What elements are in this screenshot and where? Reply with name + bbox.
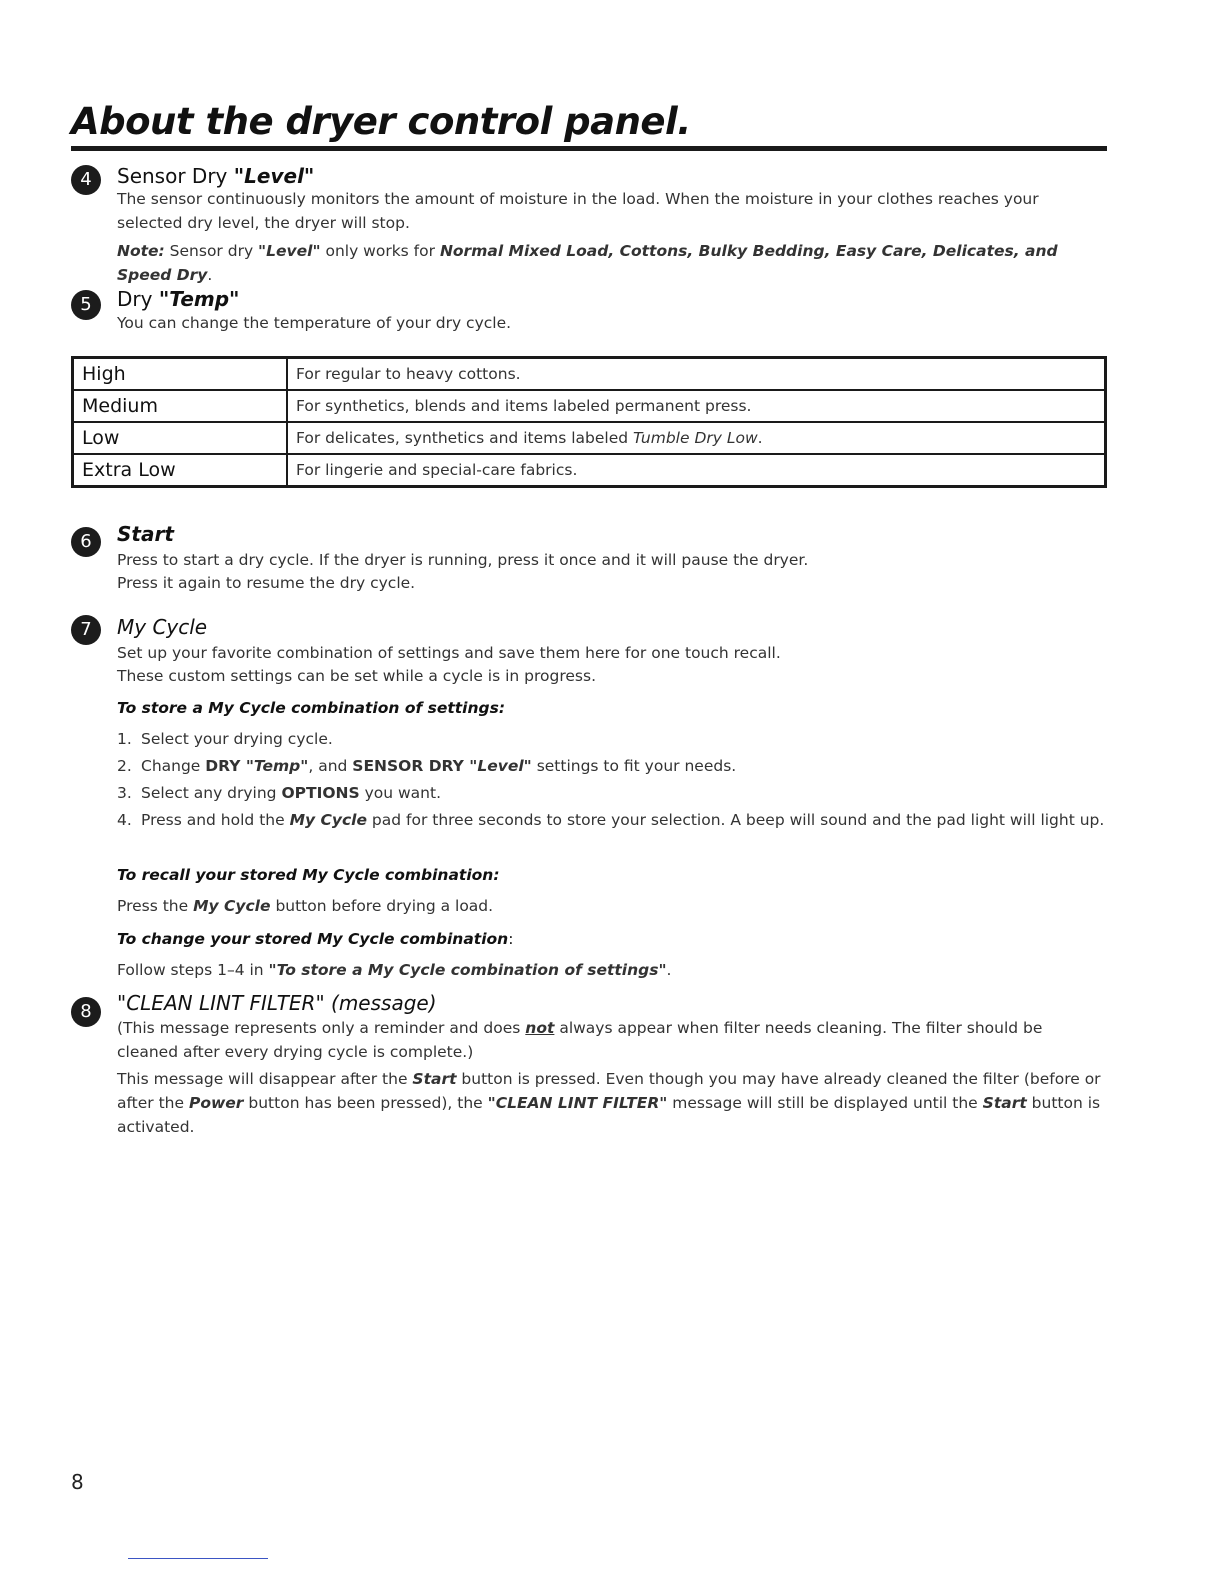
- temperature-table: [71, 356, 1107, 488]
- temp-description: For delicates, synthetics and items labeled Tumble Dry Low.: [287, 422, 1106, 454]
- dry-temp-heading: Dry "Temp": [117, 287, 240, 311]
- section-number-badge: 7: [71, 615, 101, 645]
- table-row: [73, 422, 1106, 454]
- follow-steps-text: Follow steps 1–4 in "To store a My Cycle combination of settings".: [117, 961, 672, 979]
- my-cycle-heading: My Cycle: [117, 615, 208, 639]
- sensor-dry-heading: Sensor Dry "Level": [117, 164, 315, 188]
- clean-lint-details: This message will disappear after the Start button is pressed. Even though you may have already cleaned the filter (before or after the Power button has been pressed), the "CLEAN LINT FILTER" message will still be displayed until the Start button is activated.: [117, 1070, 1101, 1136]
- section-number-badge: 8: [71, 997, 101, 1027]
- table-row: [73, 358, 1106, 391]
- start-heading: Start: [117, 522, 174, 546]
- temp-description: For synthetics, blends and items labeled permanent press.: [287, 390, 1106, 422]
- list-item: 4. Press and hold the My Cycle pad for three seconds to store your selection. A beep will sound and the pad light will light up.: [117, 811, 1105, 829]
- temp-level: High: [73, 358, 288, 391]
- table-row: [73, 390, 1106, 422]
- change-subheading: To change your stored My Cycle combination:: [117, 930, 514, 948]
- title-rule: [71, 146, 1107, 151]
- temp-description: For lingerie and special-care fabrics.: [287, 454, 1106, 487]
- dry-temp-description: You can change the temperature of your dry cycle.: [117, 314, 512, 332]
- page-number: 8: [71, 1470, 84, 1494]
- temp-level: Extra Low: [73, 454, 288, 487]
- recall-subheading: To recall your stored My Cycle combination:: [117, 866, 500, 884]
- page-title: About the dryer control panel.: [71, 100, 691, 143]
- section-number-badge: 4: [71, 165, 101, 195]
- sensor-dry-note: Note: Sensor dry "Level" only works for Normal Mixed Load, Cottons, Bulky Bedding, Easy Care, Delicates, and Speed Dry.: [117, 242, 1058, 284]
- clean-lint-reminder: (This message represents only a reminder and does not always appear when filter needs cleaning. The filter should be cleaned after every drying cycle is complete.): [117, 1019, 1043, 1061]
- sensor-dry-description: The sensor continuously monitors the amount of moisture in the load. When the moisture in your clothes reaches your selected dry level, the dryer will stop.: [117, 190, 1039, 232]
- my-cycle-line-2: These custom settings can be set while a cycle is in progress.: [117, 667, 596, 685]
- section-number-badge: 6: [71, 527, 101, 557]
- temp-level: Low: [73, 422, 288, 454]
- list-item: 2. Change DRY "Temp", and SENSOR DRY "Level" settings to fit your needs.: [117, 757, 737, 775]
- temp-description: For regular to heavy cottons.: [287, 358, 1106, 391]
- section-number-badge: 5: [71, 290, 101, 320]
- clean-lint-heading: "CLEAN LINT FILTER" (message): [117, 991, 437, 1015]
- table-row: [73, 454, 1106, 487]
- list-item: 3. Select any drying OPTIONS you want.: [117, 784, 441, 802]
- list-item: 1. Select your drying cycle.: [117, 730, 333, 748]
- store-subheading: To store a My Cycle combination of settings:: [117, 699, 506, 717]
- recall-text: Press the My Cycle button before drying a load.: [117, 897, 494, 915]
- start-line-1: Press to start a dry cycle. If the dryer is running, press it once and it will pause the dryer.: [117, 551, 809, 569]
- footer-rule: [128, 1558, 268, 1559]
- temp-level: Medium: [73, 390, 288, 422]
- my-cycle-line-1: Set up your favorite combination of settings and save them here for one touch recall.: [117, 644, 781, 662]
- start-line-2: Press it again to resume the dry cycle.: [117, 574, 416, 592]
- store-steps-list: [117, 727, 1107, 835]
